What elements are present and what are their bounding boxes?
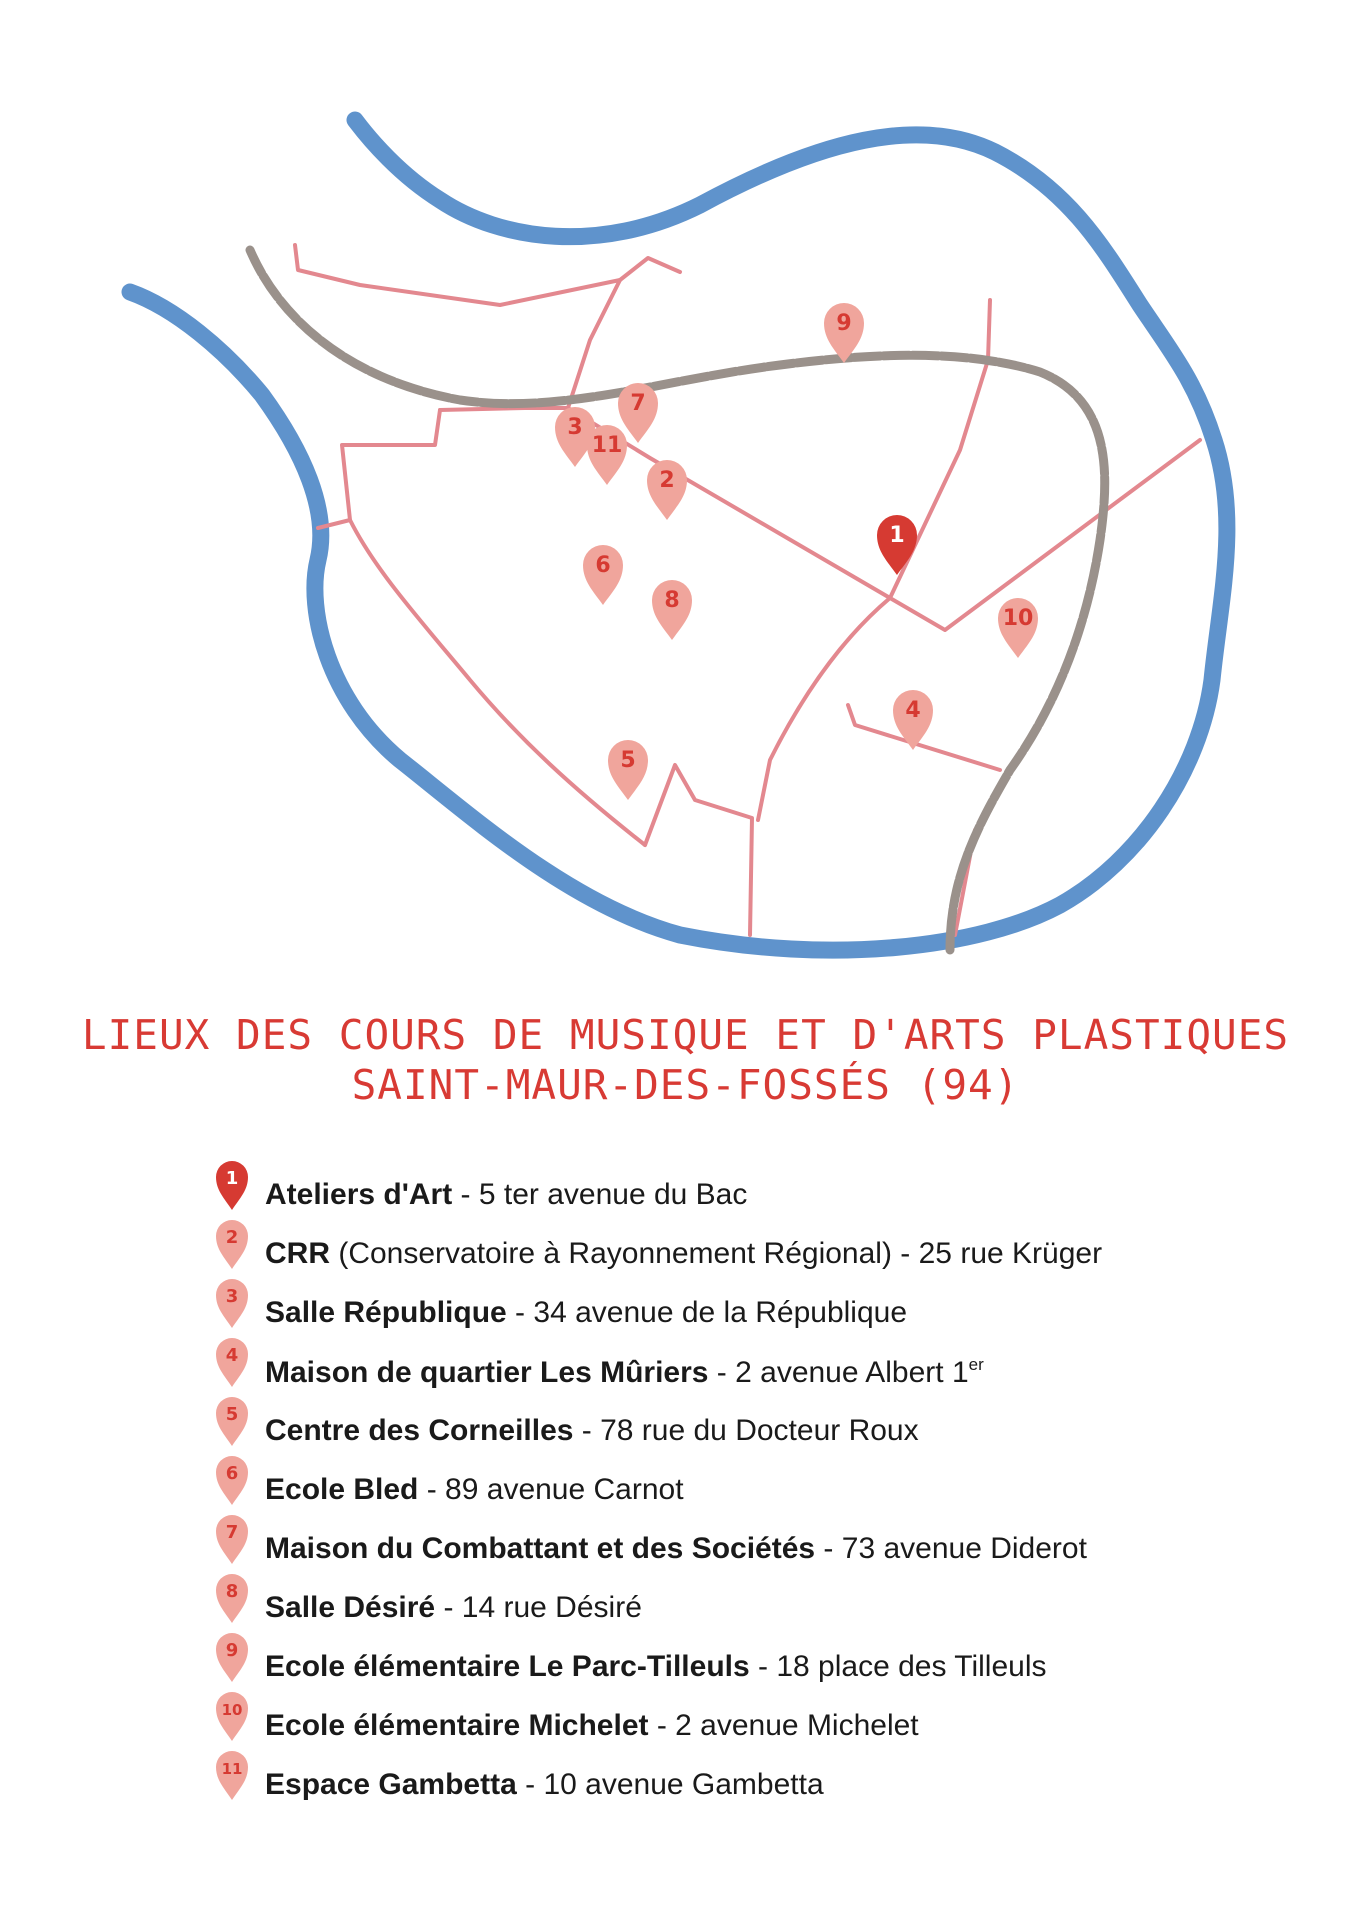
map-marker-number: 3 <box>567 415 583 440</box>
road <box>645 765 752 935</box>
map-marker-number: 9 <box>836 311 852 336</box>
legend-number: 2 <box>225 1227 239 1248</box>
legend-address: - 14 rue Désiré <box>435 1591 642 1624</box>
legend-address: - 18 place des Tilleuls <box>749 1650 1047 1683</box>
legend-address: - 78 rue du Docteur Roux <box>573 1414 919 1447</box>
map-pin-icon <box>215 1691 249 1741</box>
legend-number: 11 <box>221 1760 243 1778</box>
legend-place-name: Salle Désiré <box>265 1591 436 1624</box>
map-pin-icon <box>215 1632 249 1682</box>
map-pin-icon <box>215 1160 249 1210</box>
road <box>890 440 1200 630</box>
legend-text <box>265 1296 907 1330</box>
road <box>758 598 890 820</box>
legend-item <box>215 1455 1315 1514</box>
road <box>568 280 620 408</box>
legend-address: - 73 avenue Diderot <box>815 1532 1087 1565</box>
map-marker-number: 7 <box>630 391 646 416</box>
legend-item <box>215 1337 1315 1396</box>
legend-superscript: er <box>968 1355 984 1374</box>
legend-number: 8 <box>225 1581 239 1602</box>
map-marker-10[interactable] <box>998 598 1038 658</box>
legend-number: 5 <box>225 1404 239 1425</box>
map-pin-icon <box>215 1514 249 1564</box>
map-marker-number: 11 <box>591 433 623 458</box>
legend-number: 7 <box>225 1522 239 1543</box>
legend-text <box>265 1532 1087 1566</box>
map-marker-8[interactable] <box>652 580 692 640</box>
legend-text <box>265 1709 919 1743</box>
legend-text <box>265 1473 684 1507</box>
map-marker-number: 8 <box>664 588 680 613</box>
legend-item <box>215 1632 1315 1691</box>
legend-text <box>265 1178 747 1212</box>
legend-place-name: Maison de quartier Les Mûriers <box>265 1356 709 1389</box>
legend-place-name: CRR <box>265 1237 330 1270</box>
legend-number: 9 <box>225 1640 239 1661</box>
legend-item <box>215 1278 1315 1337</box>
legend-number: 4 <box>225 1345 239 1366</box>
map-marker-number: 4 <box>905 698 921 723</box>
legend-address: - 2 avenue Michelet <box>648 1709 919 1742</box>
legend-place-name: Salle République <box>265 1296 507 1329</box>
map-marker-number: 6 <box>595 553 611 578</box>
road <box>295 245 680 305</box>
roads <box>295 245 1200 935</box>
legend-place-name: Centre des Corneilles <box>265 1414 574 1447</box>
legend-item <box>215 1219 1315 1278</box>
legend-number: 1 <box>225 1168 239 1189</box>
map-pin-icon <box>215 1219 249 1269</box>
legend-item <box>215 1573 1315 1632</box>
map-pin-icon <box>215 1396 249 1446</box>
title-line-2: SAINT-MAUR-DES-FOSSÉS (94) <box>351 1061 1020 1109</box>
legend-address: - 10 avenue Gambetta <box>516 1768 824 1801</box>
legend-text <box>265 1237 1102 1271</box>
legend-item <box>215 1160 1315 1219</box>
legend-item <box>215 1396 1315 1455</box>
map-marker-4[interactable] <box>893 690 933 750</box>
legend-address: - 5 ter avenue du Bac <box>452 1178 748 1211</box>
legend-address: - 89 avenue Carnot <box>418 1473 684 1506</box>
map-pin-icon <box>215 1573 249 1623</box>
road <box>440 408 568 410</box>
legend-address: - 2 avenue Albert 1 <box>708 1356 969 1389</box>
map-pin-icon <box>215 1455 249 1505</box>
legend-number: 3 <box>225 1286 239 1307</box>
title-line-1: LIEUX DES COURS DE MUSIQUE ET D'ARTS PLASTIQUES <box>81 1011 1290 1059</box>
legend <box>215 1160 1315 1809</box>
legend-place-name: Ecole Bled <box>265 1473 419 1506</box>
road <box>318 410 440 528</box>
legend-address: (Conservatoire à Rayonnement Régional) - 25 rue Krüger <box>330 1237 1103 1270</box>
legend-item <box>215 1750 1315 1809</box>
legend-place-name: Ecole élémentaire Le Parc-Tilleuls <box>265 1650 750 1683</box>
map-marker-11[interactable] <box>587 425 627 485</box>
legend-address: - 34 avenue de la République <box>506 1296 908 1329</box>
legend-text <box>265 1355 984 1390</box>
map-marker-2[interactable] <box>647 460 687 520</box>
legend-place-name: Maison du Combattant et des Sociétés <box>265 1532 816 1565</box>
map-marker-6[interactable] <box>583 545 623 605</box>
map-marker-number: 1 <box>889 523 905 548</box>
map-markers <box>555 303 1038 800</box>
legend-number: 10 <box>221 1701 243 1719</box>
legend-text <box>265 1414 919 1448</box>
legend-text <box>265 1650 1047 1684</box>
map-pin-icon <box>215 1278 249 1328</box>
map-marker-number: 10 <box>1002 606 1034 631</box>
legend-text <box>265 1591 642 1625</box>
map-pin-icon <box>215 1750 249 1800</box>
map-marker-number: 5 <box>620 748 636 773</box>
legend-place-name: Ateliers d'Art <box>265 1178 453 1211</box>
legend-item <box>215 1514 1315 1573</box>
map-marker-5[interactable] <box>608 740 648 800</box>
map-pin-icon <box>215 1337 249 1387</box>
legend-number: 6 <box>225 1463 239 1484</box>
map-title <box>0 1010 1371 1110</box>
legend-place-name: Ecole élémentaire Michelet <box>265 1709 649 1742</box>
legend-place-name: Espace Gambetta <box>265 1768 517 1801</box>
map-marker-number: 2 <box>659 468 675 493</box>
map-marker-7[interactable] <box>618 383 658 443</box>
legend-text <box>265 1768 824 1802</box>
map-marker-1[interactable] <box>877 515 917 575</box>
legend-item <box>215 1691 1315 1750</box>
